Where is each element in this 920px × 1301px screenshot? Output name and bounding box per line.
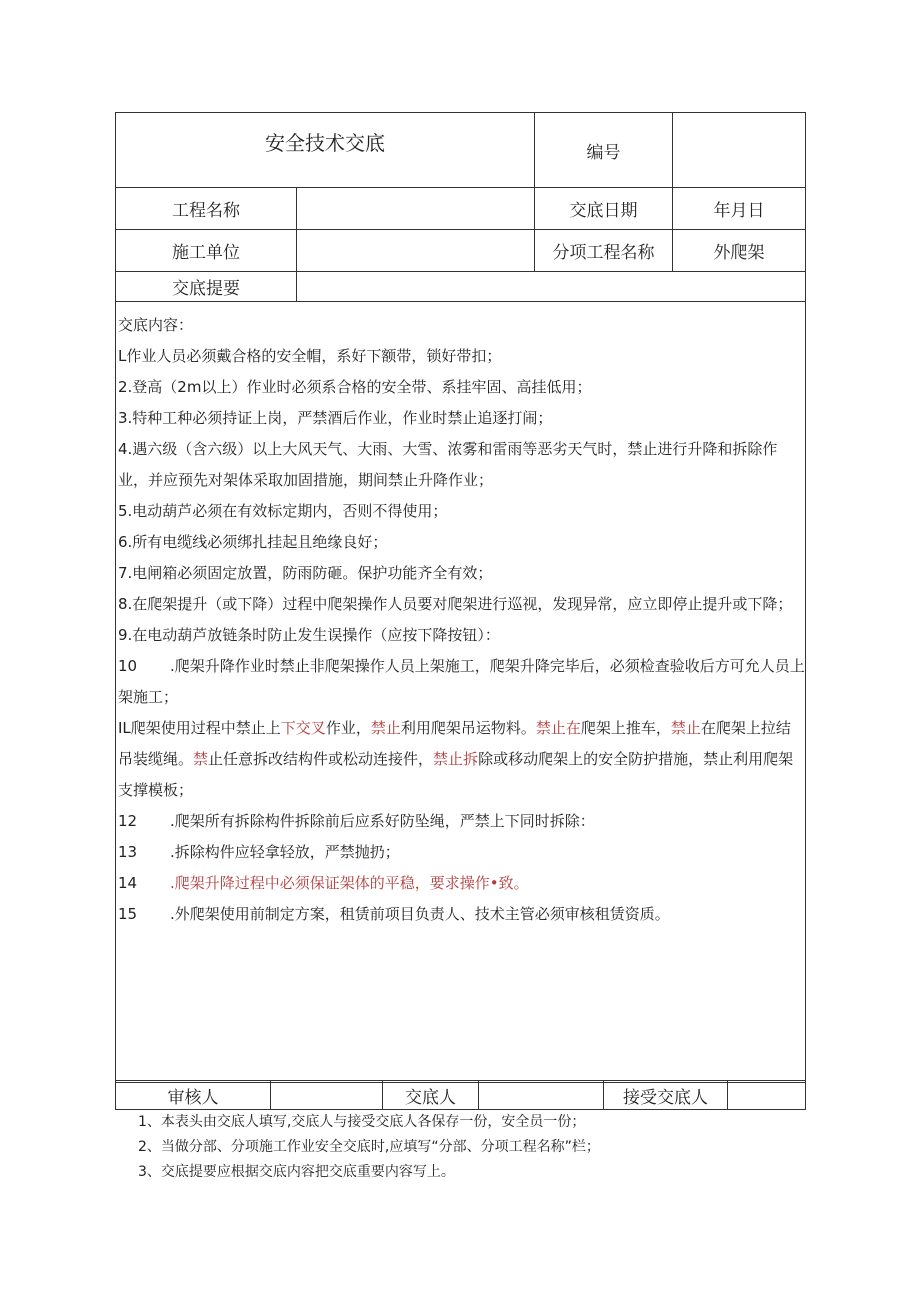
title-row	[116, 113, 806, 188]
item-text: .外爬架使用前制定方案，租赁前项目负责人、技术主管必须审核租赁资质。	[170, 905, 670, 923]
disclosure-form-table	[115, 112, 806, 1083]
content-item-7: 7.电闸箱必须固定放置，防雨防砸。保护功能齐全有效；	[118, 564, 493, 582]
highlight-text: 禁止	[670, 719, 701, 737]
content-item-13	[118, 837, 805, 868]
content-item-14	[118, 868, 805, 899]
item-text: 爬架上推车，	[580, 719, 671, 737]
item-number: 14	[118, 874, 138, 892]
item-text: 除或移动爬架上的安全防护措施，禁止利用爬架支撑模板；	[118, 750, 794, 799]
discloser-field[interactable]	[479, 1081, 604, 1110]
project-row	[116, 188, 806, 230]
content-item-6: 6.所有电缆线必须绑扎挂起且绝缘良好；	[118, 533, 388, 551]
content-row	[116, 302, 806, 1083]
content-item-2: 2.登高（2m以上）作业时必须系合格的安全带、系挂牢固、高挂低用；	[118, 378, 592, 396]
highlight-text: 禁止	[370, 719, 401, 737]
item-text: .爬架升降作业时禁止非爬架操作人员上架施工，爬架升降完毕后，必须检查验收后方可允人员上架施工；	[118, 657, 805, 706]
item-text: 止任意拆改结构件或松动连接件，	[208, 750, 434, 768]
content-item-1: L作业人员必须戴合格的安全帽，系好下额带，锁好带扣；	[118, 347, 502, 365]
highlight-text: 禁止在	[535, 719, 581, 737]
project-name-field[interactable]	[297, 188, 535, 230]
footnote-1: 1、本表头由交底人填写,交底人与接受交底人各保存一份，安全员一份；	[138, 1114, 586, 1130]
content-item-5: 5.电动葫芦必须在有效标定期内，否则不得使用；	[118, 502, 448, 520]
content-item-8: 8.在爬架提升（或下降）过程中爬架操作人员要对爬架进行巡视，发现异常，应立即停止提升或下降；	[118, 595, 793, 613]
item-number: 15	[118, 905, 138, 923]
content-cell	[116, 302, 806, 1083]
number-field[interactable]	[673, 113, 806, 188]
item-text: 在爬架上拉结吊装缆绳。	[118, 719, 791, 768]
item-text: .爬架所有拆除构件拆除前后应系好防坠绳，严禁上下同时拆除：	[170, 812, 595, 830]
item-number: 12	[118, 812, 138, 830]
footnotes	[138, 1110, 600, 1185]
summary-label: 交底提要	[116, 272, 297, 302]
receiver-field[interactable]	[728, 1081, 806, 1110]
discloser-label: 交底人	[383, 1081, 479, 1110]
content-item-3: 3.特种工种必须持证上岗，严禁酒后作业，作业时禁止追逐打闹；	[118, 409, 553, 427]
summary-row	[116, 272, 806, 302]
highlight-text: 禁	[193, 750, 209, 768]
form-title: 安全技术交底	[265, 131, 385, 155]
content-item-4: 4.遇六级（含六级）以上大风天气、大雨、大雪、浓雾和雷雨等恶劣天气时，禁止进行升降和拆除作业，并应预先对架体采取加固措施，期间禁止升降作业；	[118, 440, 778, 489]
project-name-label: 工程名称	[116, 188, 297, 230]
summary-field[interactable]	[297, 272, 806, 302]
item-text: IL爬架使用过程中禁止上	[118, 719, 281, 737]
sub-project-label: 分项工程名称	[535, 230, 673, 272]
item-text: .拆除构件应轻拿轻放，严禁抛扔；	[170, 843, 400, 861]
content-heading: 交底内容：	[118, 316, 194, 334]
unit-row	[116, 230, 806, 272]
content-item-12	[118, 806, 805, 837]
highlight-text: 禁止拆	[433, 750, 479, 768]
date-field[interactable]: 年月日	[673, 188, 806, 230]
item-number: 13	[118, 843, 138, 861]
content-item-9: 9.在电动葫芦放链条时防止发生误操作（应按下降按钮）：	[118, 626, 500, 644]
sub-project-field[interactable]: 外爬架	[673, 230, 806, 272]
content-item-11	[118, 713, 805, 806]
reviewer-label: 审核人	[116, 1081, 271, 1110]
unit-field[interactable]	[297, 230, 535, 272]
content-item-15	[118, 899, 805, 930]
unit-label: 施工单位	[116, 230, 297, 272]
reviewer-field[interactable]	[271, 1081, 383, 1110]
item-text: 作业，	[325, 719, 371, 737]
item-text: .爬架升降过程中必须保证架体的平稳，要求操作•致。	[170, 874, 529, 892]
signature-table	[115, 1080, 806, 1110]
item-number: 10	[118, 657, 138, 675]
content-item-10	[118, 651, 805, 713]
highlight-text: 下交叉	[280, 719, 326, 737]
number-label: 编号	[535, 113, 673, 188]
footnote-3: 3、交底提要应根据交底内容把交底重要内容写上。	[138, 1164, 455, 1180]
signature-row	[116, 1081, 806, 1110]
date-label: 交底日期	[535, 188, 673, 230]
footnote-2: 2、当做分部、分项施工作业安全交底时,应填写“分部、分项工程名称”栏；	[138, 1139, 600, 1155]
receiver-label: 接受交底人	[604, 1081, 728, 1110]
item-text: 利用爬架吊运物料。	[400, 719, 536, 737]
form-title-cell	[116, 113, 535, 188]
